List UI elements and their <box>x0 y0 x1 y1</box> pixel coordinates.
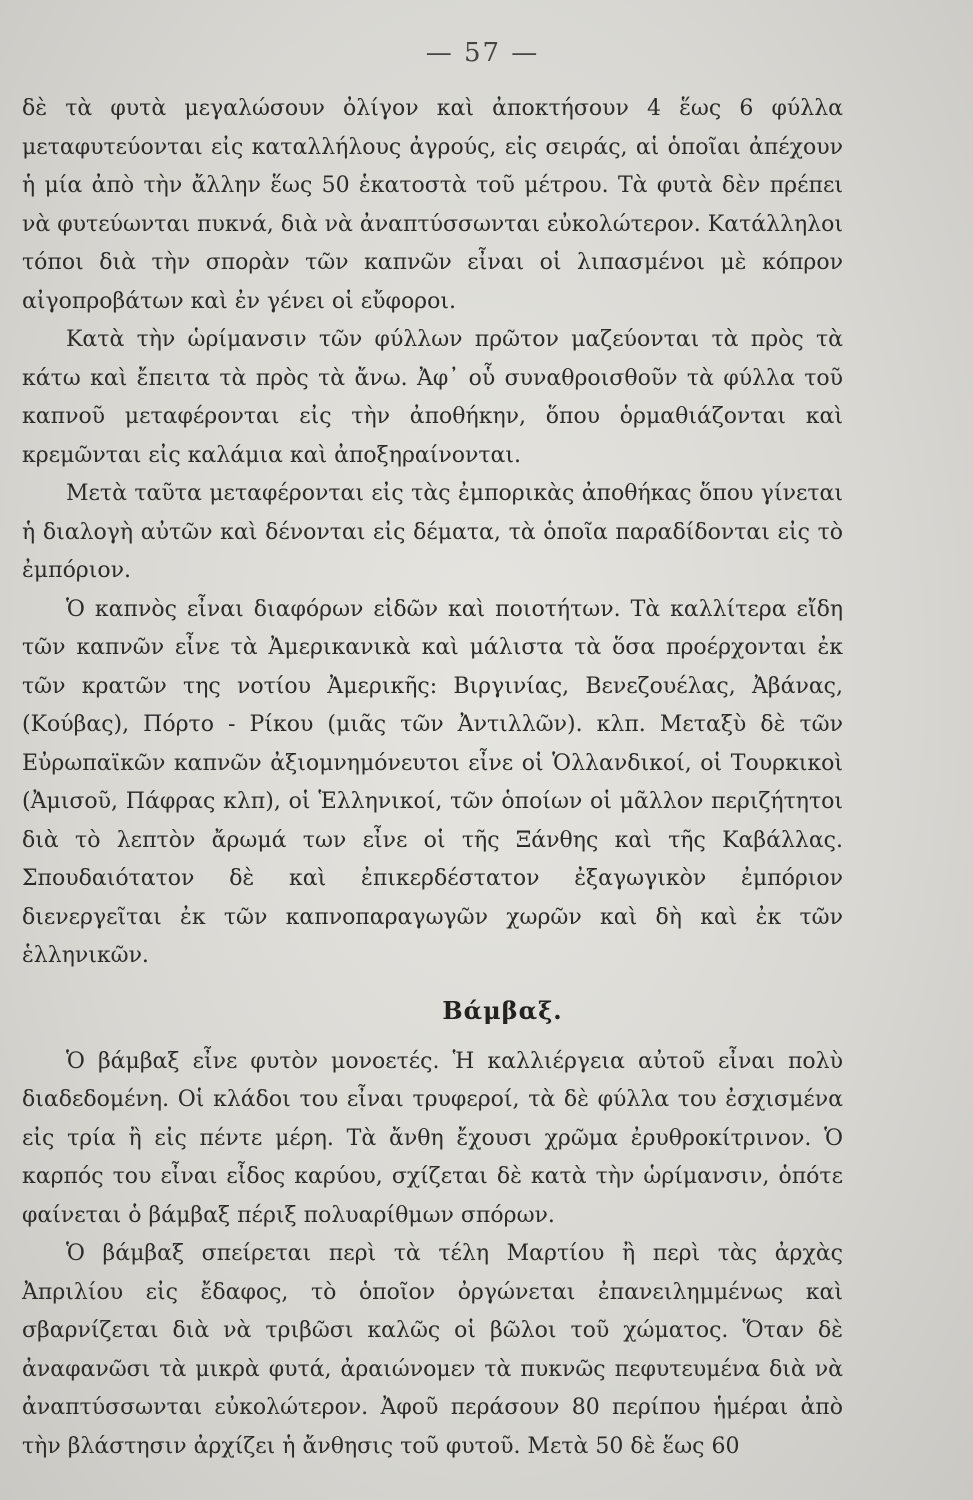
bottom-section <box>22 1043 843 1467</box>
paragraph: Ὁ βάμβαξ σπείρεται περὶ τὰ τέλη Μαρτίου ἢ περὶ τὰς ἀρχὰς Ἀπριλίου εἰς ἔδαφος, τὸ ὁποῖον ὀργώνεται ἐπανειλημμένως καὶ σβαρνίζεται διὰ νὰ τριβῶσι καλῶς οἱ βῶλοι τοῦ χώματος. Ὅταν δὲ ἀναφανῶσι τὰ μικρὰ φυτά, ἀραιώνομεν τὰ πυκνῶς πεφυτευμένα διὰ νὰ ἀναπτύσσωνται εὐκολώτερον. Ἀφοῦ περάσουν 80 περίπου ἡμέραι ἀπὸ τὴν βλάστησιν ἀρχίζει ἡ ἄνθησις τοῦ φυτοῦ. Μετὰ 50 δὲ ἕως 60 <box>22 1241 843 1459</box>
section-heading: Βάμβαξ. <box>442 995 563 1025</box>
paragraph: Ὁ βάμβαξ εἶνε φυτὸν μονοετές. Ἡ καλλιέργεια αὐτοῦ εἶναι πολὺ διαδεδομένη. Οἱ κλάδοι του εἶναι τρυφεροί, τὰ δὲ φύλλα του ἐσχισμένα εἰς τρία ἢ εἰς πέντε μέρη. Τὰ ἄνθη ἔχουσι χρῶμα ἐρυθροκίτρινον. Ὁ καρπός του εἶναι εἶδος καρύου, σχίζεται δὲ κατὰ τὴν ὡρίμανσιν, ὁπότε φαίνεται ὁ βάμβαξ πέριξ πολυαρίθμων σπόρων. <box>22 1048 843 1228</box>
paragraph: δὲ τὰ φυτὰ μεγαλώσουν ὀλίγον καὶ ἀποκτήσουν 4 ἕως 6 φύλλα μεταφυτεύονται εἰς καταλλήλους ἀγρούς, εἰς σειράς, αἱ ὁποῖαι ἀπέχουν ἡ μία ἀπὸ τὴν ἄλλην ἕως 50 ἑκατοστὰ τοῦ μέτρου. Τὰ φυτὰ δὲν πρέπει νὰ φυτεύωνται πυκνά, διὰ νὰ ἀναπτύσσωνται εὐκολώτερον. Κατάλληλοι τόποι διὰ τὴν σπορὰν τῶν καπνῶν εἶναι οἱ λιπασμένοι μὲ κόπρον αἰγοπροβάτων καὶ ἐν γένει οἱ εὔφοροι. <box>22 96 843 314</box>
paragraph: Ὁ καπνὸς εἶναι διαφόρων εἰδῶν καὶ ποιοτήτων. Τὰ καλλίτερα εἴδη τῶν καπνῶν εἶνε τὰ Ἀμερικανικὰ καὶ μάλιστα τὰ ὅσα προέρχονται ἐκ τῶν κρατῶν της νοτίου Ἀμερικῆς: Βιργινίας, Βενεζουέλας, Ἀβάνας, (Κούβας), Πόρτο - Ρίκου (μιᾶς τῶν Ἀντιλλῶν). κλπ. Μεταξὺ δὲ τῶν Εὐρωπαϊκῶν καπνῶν ἀξιομνημόνευτοι εἶνε οἱ Ὁλλανδικοί, οἱ Τουρκικοὶ (Ἀμισοῦ, Πάφρας κλπ), οἱ Ἑλληνικοί, τῶν ὁποίων οἱ μᾶλλον περιζήτητοι διὰ τὸ λεπτὸν ἄρωμά των εἶνε οἱ τῆς Ξάνθης καὶ τῆς Καβάλλας. Σπουδαιότατον δὲ καὶ ἐπικερδέστατον ἐξαγωγικὸν ἐμπόριον διενεργεῖται ἐκ τῶν καπνοπαραγωγῶν χωρῶν καὶ δὴ καὶ ἐκ τῶν ἑλληνικῶν. <box>22 596 843 968</box>
top-section <box>22 90 843 976</box>
page-number: — 57 — <box>425 38 540 68</box>
paragraph: Μετὰ ταῦτα μεταφέρονται εἰς τὰς ἐμπορικὰς ἀποθήκας ὅπου γίνεται ἡ διαλογὴ αὐτῶν καὶ δένονται εἰς δέματα, τὰ ὁποῖα παραδίδονται εἰς τὸ ἐμπόριον. <box>22 481 843 583</box>
paragraph: Κατὰ τὴν ὡρίμανσιν τῶν φύλλων πρῶτον μαζεύονται τὰ πρὸς τὰ κάτω καὶ ἔπειτα τὰ πρὸς τὰ ἄνω. Ἀφ᾽ οὗ συναθροισθοῦν τὰ φύλλα τοῦ καπνοῦ μεταφέρονται εἰς τὴν ἀποθήκην, ὅπου ὁρμαθιάζονται καὶ κρεμῶνται εἰς καλάμια καὶ ἀποξηραίνονται. <box>22 327 843 468</box>
